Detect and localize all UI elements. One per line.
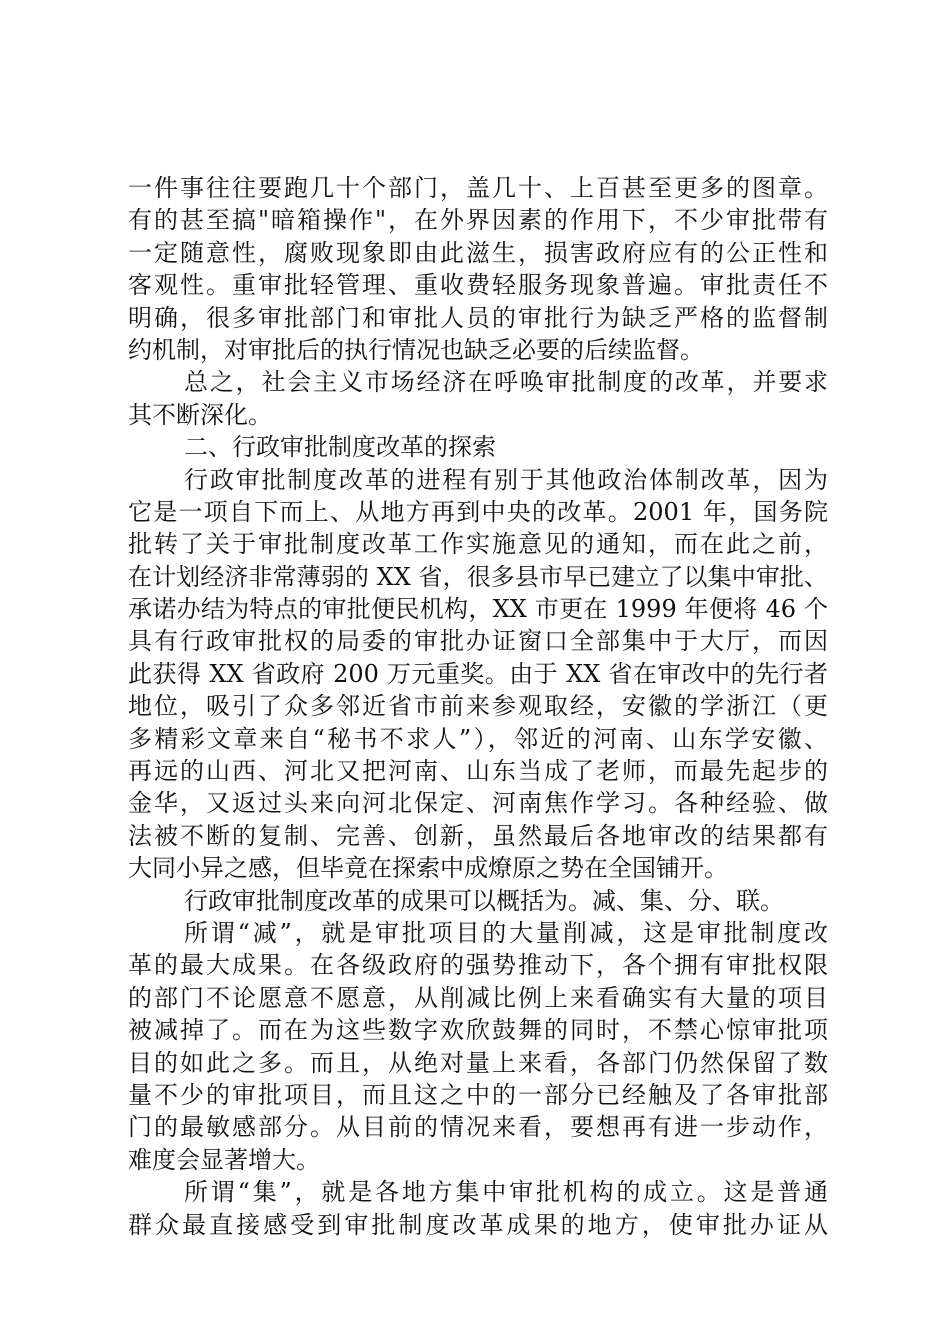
body-text xyxy=(128,172,828,1241)
text-line: 量不少的审批项目，而且这之中的一部分已经触及了各审批部 xyxy=(128,1080,828,1109)
text-line: 行政审批制度改革的成果可以概括为。减、集、分、联。 xyxy=(184,886,784,915)
text-line: 地位，吸引了众多邻近省市前来参观取经，安徽的学浙江（更 xyxy=(128,692,828,721)
text-line: 大同小异之感，但毕竟在探索中成燎原之势在全国铺开。 xyxy=(128,854,728,883)
text-line: 的部门不论愿意不愿意，从削减比例上来看确实有大量的项目 xyxy=(128,983,828,1012)
text-line: 总之，社会主义市场经济在呼唤审批制度的改革，并要求 xyxy=(184,368,828,397)
text-line: 被减掉了。而在为这些数字欢欣鼓舞的同时，不禁心惊审批项 xyxy=(128,1016,828,1045)
text-line: 法被不断的复制、完善、创新，虽然最后各地审改的结果都有 xyxy=(128,821,828,850)
text-line: 客观性。重审批轻管理、重收费轻服务现象普遍。审批责任不 xyxy=(128,271,828,300)
text-line: 一件事往往要跑几十个部门，盖几十、上百甚至更多的图章。 xyxy=(128,174,828,202)
text-line: 具有行政审批权的局委的审批办证窗口全部集中于大厅，而因 xyxy=(128,627,828,656)
text-line: 在计划经济非常薄弱的 XX 省，很多县市早已建立了以集中审批、 xyxy=(128,562,828,591)
text-line: 所谓“集”，就是各地方集中审批机构的成立。这是普通 xyxy=(184,1178,828,1207)
text-line: 约机制，对审批后的执行情况也缺乏必要的后续监督。 xyxy=(128,335,704,364)
text-line: 一定随意性，腐败现象即由此滋生，损害政府应有的公正性和 xyxy=(128,238,828,267)
text-line: 承诺办结为特点的审批便民机构，XX 市更在 1999 年便将 46 个 xyxy=(128,595,828,624)
text-line: 其不断深化。 xyxy=(128,400,272,429)
text-line: 多精彩文章来自“秘书不求人”），邻近的河南、山东学安徽、 xyxy=(128,724,828,753)
text-line: 它是一项自下而上、从地方再到中央的改革。2001 年，国务院 xyxy=(128,497,828,526)
text-line: 目的如此之多。而且，从绝对量上来看，各部门仍然保留了数 xyxy=(128,1048,828,1077)
text-line: 批转了关于审批制度改革工作实施意见的通知，而在此之前， xyxy=(128,530,828,559)
text-line: 难度会显著增大。 xyxy=(128,1145,320,1174)
text-line: 金华，又返过头来向河北保定、河南焦作学习。各种经验、做 xyxy=(128,789,828,818)
text-line: 门的最敏感部分。从目前的情况来看，要想再有进一步动作， xyxy=(128,1113,828,1142)
text-line: 二、行政审批制度改革的探索 xyxy=(184,433,496,462)
text-line: 再远的山西、河北又把河南、山东当成了老师，而最先起步的 xyxy=(128,757,828,786)
text-line: 明确，很多审批部门和审批人员的审批行为缺乏严格的监督制 xyxy=(128,303,828,332)
text-line: 革的最大成果。在各级政府的强势推动下，各个拥有审批权限 xyxy=(128,951,828,980)
text-line: 此获得 XX 省政府 200 万元重奖。由于 XX 省在审改中的先行者 xyxy=(128,659,828,688)
text-line: 行政审批制度改革的进程有别于其他政治体制改革，因为 xyxy=(184,465,828,494)
text-line: 有的甚至搞"暗箱操作"，在外界因素的作用下，不少审批带有 xyxy=(128,206,828,235)
text-line: 所谓“减”，就是审批项目的大量削减，这是审批制度改 xyxy=(184,918,828,947)
text-line: 群众最直接感受到审批制度改革成果的地方，使审批办证从 xyxy=(128,1210,828,1239)
